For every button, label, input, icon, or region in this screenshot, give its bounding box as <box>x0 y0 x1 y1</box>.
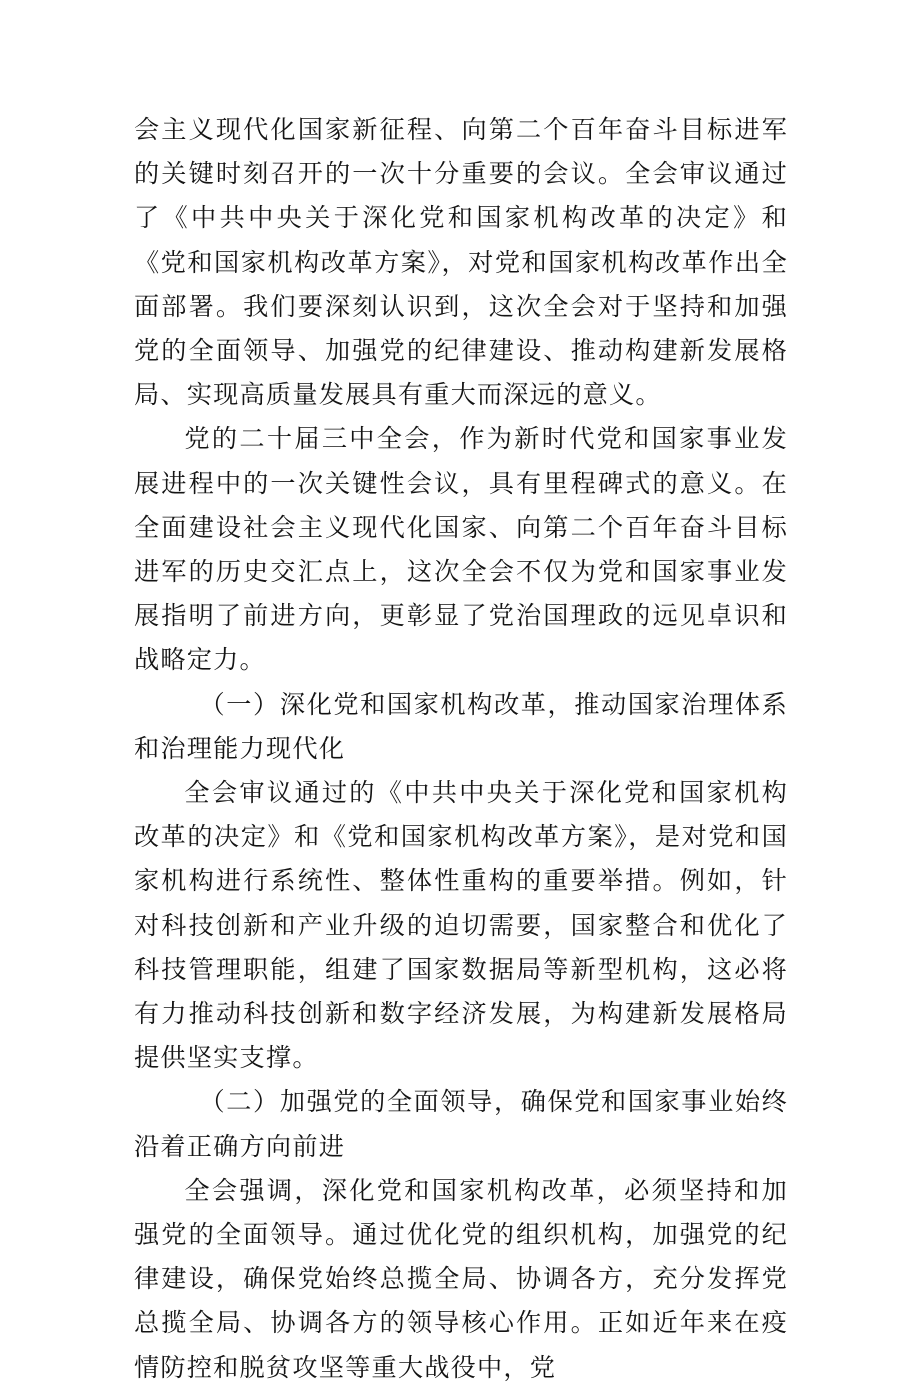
paragraph-party-leadership: 全会强调，深化党和国家机构改革，必须坚持和加强党的全面领导。通过优化党的组织机构，加强党的纪律建设，确保党始终总揽全局、协调各方，充分发挥党总揽全局、协调各方的领导核心作用。正如近年来在疫情防控和脱贫攻坚等重大战役中，党 <box>134 1175 788 1382</box>
paragraph-significance: 党的二十届三中全会，作为新时代党和国家事业发展进程中的一次关键性会议，具有里程碑式的意义。在全面建设社会主义现代化国家、向第二个百年奋斗目标进军的历史交汇点上，这次全会不仅为党和国家事业发展指明了前进方向，更彰显了党治国理政的远见卓识和战略定力。 <box>134 424 788 675</box>
section-heading-1: （一）深化党和国家机构改革，推动国家治理体系和治理能力现代化 <box>134 689 788 763</box>
section-heading-2: （二）加强党的全面领导，确保党和国家事业始终沿着正确方向前进 <box>134 1087 788 1161</box>
paragraph-reform-plan: 全会审议通过的《中共中央关于深化党和国家机构改革的决定》和《党和国家机构改革方案》，是对党和国家机构进行系统性、整体性重构的重要举措。例如，针对科技创新和产业升级的迫切需要，国家整合和优化了科技管理职能，组建了国家数据局等新型机构，这必将有力推动科技创新和数字经济发展，为构建新发展格局提供坚实支撑。 <box>134 778 788 1073</box>
document-body <box>134 108 788 1390</box>
paragraph-continuation: 会主义现代化国家新征程、向第二个百年奋斗目标进军的关键时刻召开的一次十分重要的会议。全会审议通过了《中共中央关于深化党和国家机构改革的决定》和《党和国家机构改革方案》，对党和国家机构改革作出全面部署。我们要深刻认识到，这次全会对于坚持和加强党的全面领导、加强党的纪律建设、推动构建新发展格局、实现高质量发展具有重大而深远的意义。 <box>134 115 788 410</box>
